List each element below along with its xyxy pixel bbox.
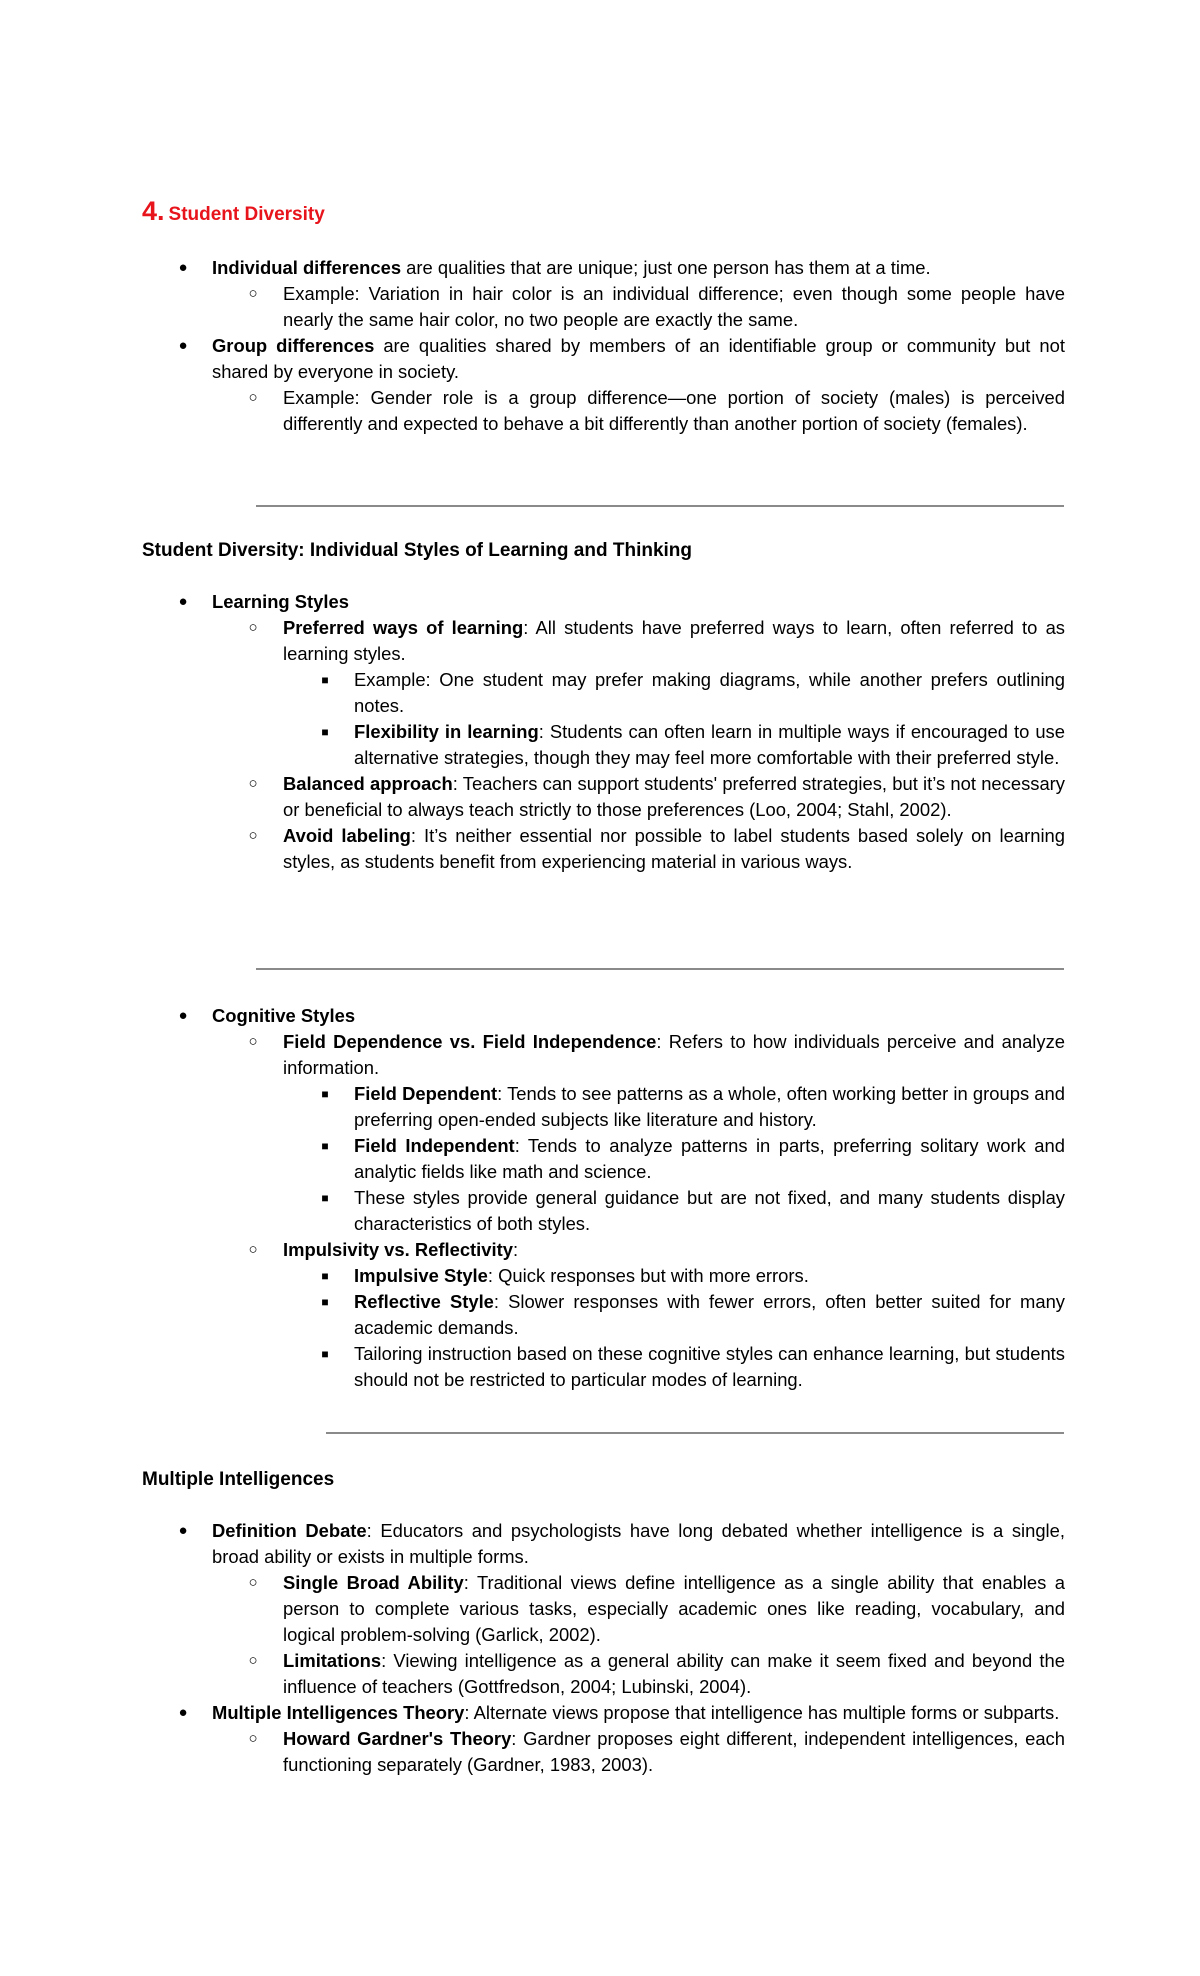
learning-styles-list bbox=[176, 589, 1065, 875]
horizontal-divider bbox=[256, 968, 1064, 970]
bullet-icon: ● bbox=[178, 593, 188, 610]
circle-bullet-icon: ○ bbox=[248, 389, 258, 406]
list-item-gardner-theory: ○ Howard Gardner's Theory: Gardner proposes eight different, independent intelligences, each functioning separately (Gardner, 1983, 2003). bbox=[176, 1726, 1065, 1778]
circle-bullet-icon: ○ bbox=[248, 1730, 258, 1747]
list-item-mi-theory: ● Multiple Intelligences Theory: Alternate views propose that intelligence has multiple forms or subparts. bbox=[176, 1700, 1065, 1726]
section-title-individual-styles: Student Diversity: Individual Styles of Learning and Thinking bbox=[142, 540, 693, 561]
square-bullet-icon: ■ bbox=[321, 1347, 329, 1361]
list-item-learning-styles: ● Learning Styles bbox=[176, 589, 1065, 615]
list-item-group-differences: ● Group differences are qualities shared by members of an identifiable group or community but not shared by everyone in society. bbox=[176, 333, 1065, 385]
intro-list bbox=[176, 255, 1065, 437]
list-item-general-guidance: ■ These styles provide general guidance but are not fixed, and many students display characteristics of both styles. bbox=[176, 1185, 1065, 1237]
list-item-field-independent: ■ Field Independent: Tends to analyze patterns in parts, preferring solitary work and analytic fields like math and science. bbox=[176, 1133, 1065, 1185]
square-bullet-icon: ■ bbox=[321, 1269, 329, 1283]
circle-bullet-icon: ○ bbox=[248, 1033, 258, 1050]
list-item-impulsivity: ○ Impulsivity vs. Reflectivity: bbox=[176, 1237, 1065, 1263]
list-item-preferred-ways: ○ Preferred ways of learning: All students have preferred ways to learn, often referred to as learning styles. bbox=[176, 615, 1065, 667]
list-item-balanced-approach: ○ Balanced approach: Teachers can support students' preferred strategies, but it’s not necessary or beneficial to always teach strictly to those preferences (Loo, 2004; Stahl, 2002). bbox=[176, 771, 1065, 823]
list-item-cognitive-styles: ● Cognitive Styles bbox=[176, 1003, 1065, 1029]
square-bullet-icon: ■ bbox=[321, 1087, 329, 1101]
bullet-icon: ● bbox=[178, 1522, 188, 1539]
bullet-icon: ● bbox=[178, 259, 188, 276]
multiple-intelligences-list bbox=[176, 1518, 1065, 1778]
section-heading-student-diversity bbox=[142, 196, 325, 227]
list-item-avoid-labeling: ○ Avoid labeling: It’s neither essential nor possible to label students based solely on learning styles, as students benefit from experiencing material in various ways. bbox=[176, 823, 1065, 875]
list-item-limitations: ○ Limitations: Viewing intelligence as a general ability can make it seem fixed and beyond the influence of teachers (Gottfredson, 2004; Lubinski, 2004). bbox=[176, 1648, 1065, 1700]
circle-bullet-icon: ○ bbox=[248, 1574, 258, 1591]
list-item-field-dependent: ■ Field Dependent: Tends to see patterns as a whole, often working better in groups and preferring open-ended subjects like literature and history. bbox=[176, 1081, 1065, 1133]
circle-bullet-icon: ○ bbox=[248, 1652, 258, 1669]
list-item-group-example: ○ Example: Gender role is a group difference—one portion of society (males) is perceived differently and expected to behave a bit differently than another portion of society (females). bbox=[176, 385, 1065, 437]
list-item-individual-example: ○ Example: Variation in hair color is an individual difference; even though some people have nearly the same hair color, no two people are exactly the same. bbox=[176, 281, 1065, 333]
circle-bullet-icon: ○ bbox=[248, 775, 258, 792]
bullet-icon: ● bbox=[178, 337, 188, 354]
square-bullet-icon: ■ bbox=[321, 1139, 329, 1153]
section-number: 4. bbox=[142, 196, 165, 226]
circle-bullet-icon: ○ bbox=[248, 619, 258, 636]
list-item-field-dependence: ○ Field Dependence vs. Field Independence: Refers to how individuals perceive and analyze information. bbox=[176, 1029, 1065, 1081]
bullet-icon: ● bbox=[178, 1007, 188, 1024]
circle-bullet-icon: ○ bbox=[248, 827, 258, 844]
list-item-individual-differences: ● Individual differences are qualities that are unique; just one person has them at a time. bbox=[176, 255, 1065, 281]
list-item-flexibility: ■ Flexibility in learning: Students can often learn in multiple ways if encouraged to use alternative strategies, though they may feel more comfortable with their preferred style. bbox=[176, 719, 1065, 771]
section-title-multiple-intelligences: Multiple Intelligences bbox=[142, 1469, 335, 1490]
square-bullet-icon: ■ bbox=[321, 725, 329, 739]
square-bullet-icon: ■ bbox=[321, 1191, 329, 1205]
list-item-single-broad-ability: ○ Single Broad Ability: Traditional views define intelligence as a single ability that enables a person to complete various tasks, especially academic ones like reading, vocabulary, and logical problem-solving (Garlick, 2002). bbox=[176, 1570, 1065, 1648]
horizontal-divider bbox=[326, 1432, 1064, 1434]
section-title: Student Diversity bbox=[168, 204, 325, 225]
cognitive-styles-list bbox=[176, 1003, 1065, 1393]
square-bullet-icon: ■ bbox=[321, 1295, 329, 1309]
list-item-learning-example: ■ Example: One student may prefer making diagrams, while another prefers outlining notes. bbox=[176, 667, 1065, 719]
list-item-reflective-style: ■ Reflective Style: Slower responses with fewer errors, often better suited for many academic demands. bbox=[176, 1289, 1065, 1341]
list-item-impulsive-style: ■ Impulsive Style: Quick responses but with more errors. bbox=[176, 1263, 1065, 1289]
horizontal-divider bbox=[256, 505, 1064, 507]
square-bullet-icon: ■ bbox=[321, 673, 329, 687]
list-item-definition-debate: ● Definition Debate: Educators and psychologists have long debated whether intelligence is a single, broad ability or exists in multiple forms. bbox=[176, 1518, 1065, 1570]
list-item-tailoring: ■ Tailoring instruction based on these cognitive styles can enhance learning, but students should not be restricted to particular modes of learning. bbox=[176, 1341, 1065, 1393]
bullet-icon: ● bbox=[178, 1704, 188, 1721]
circle-bullet-icon: ○ bbox=[248, 285, 258, 302]
circle-bullet-icon: ○ bbox=[248, 1241, 258, 1258]
